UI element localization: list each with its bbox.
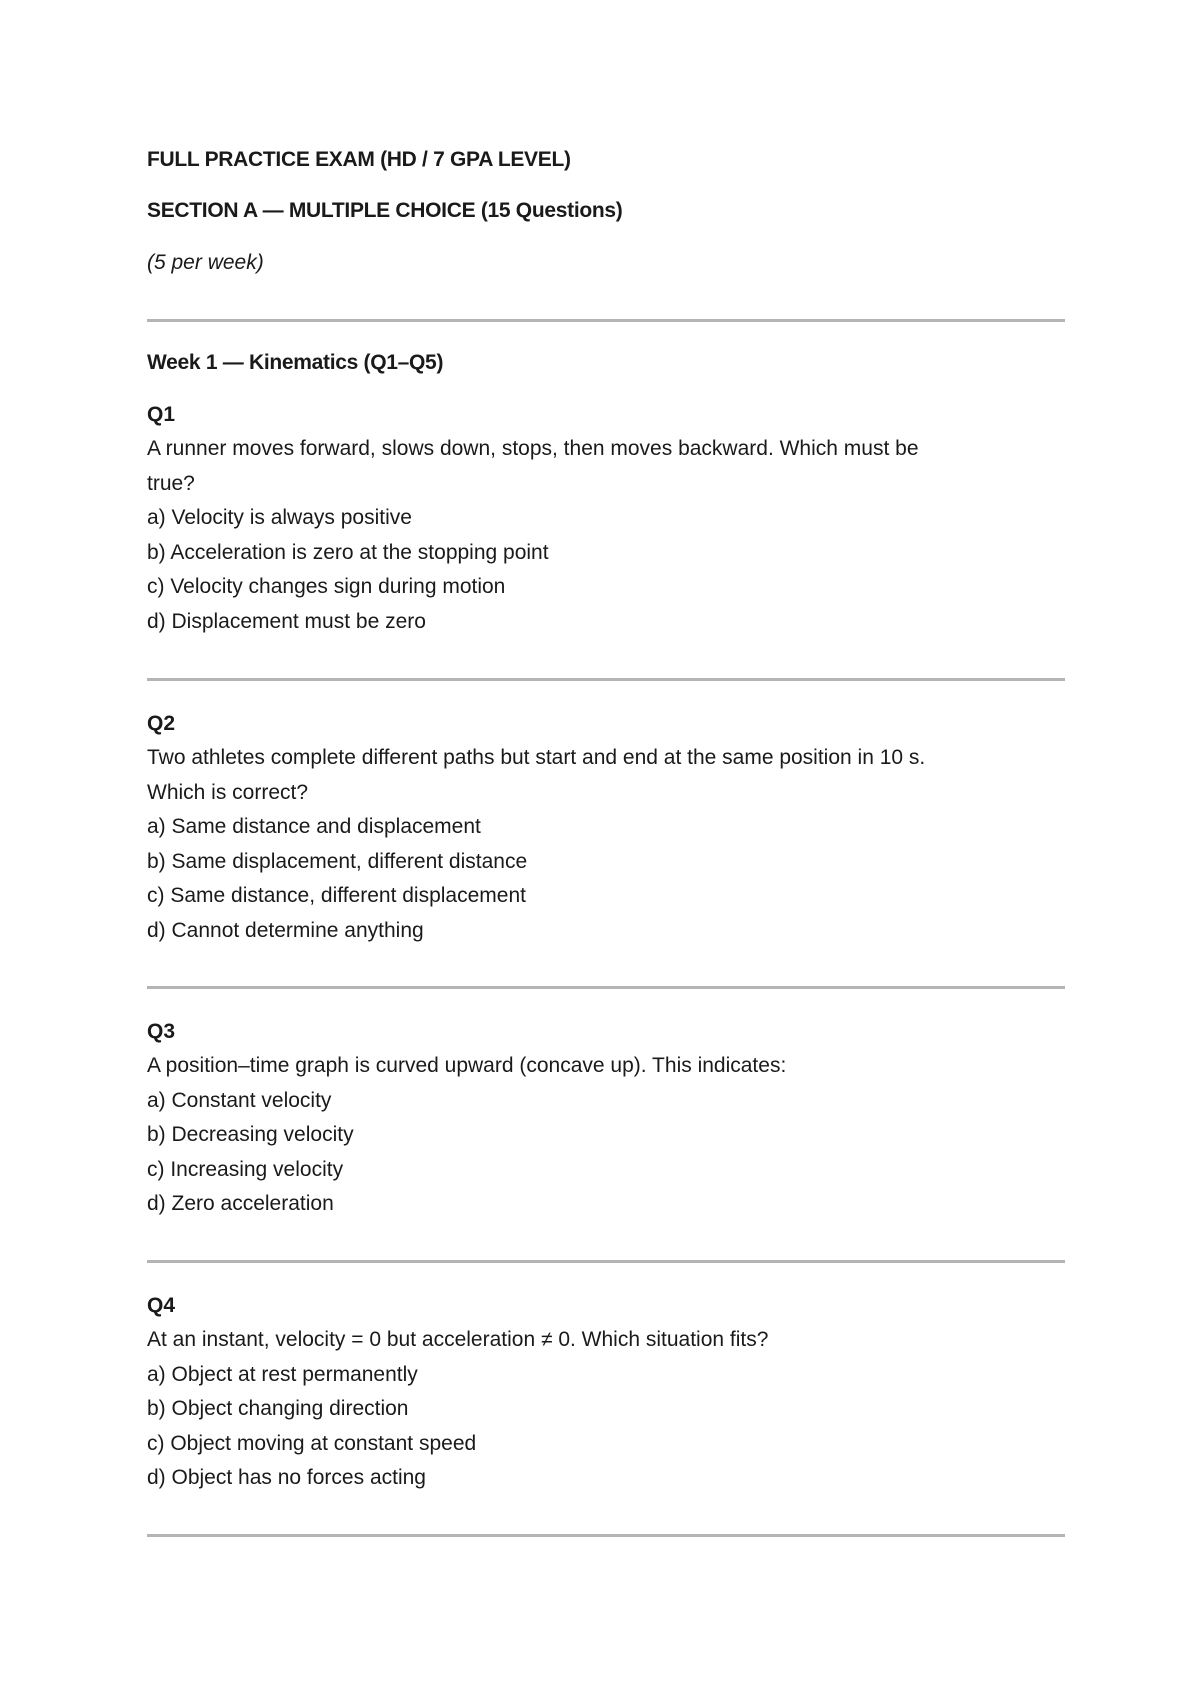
option-c: c) Velocity changes sign during motion: [147, 575, 506, 598]
option-c: c) Increasing velocity: [147, 1157, 344, 1181]
option-d: d) Object has no forces acting: [147, 1466, 426, 1489]
question-stem: Two athletes complete different paths but start and end at the same position in 10 s.: [147, 746, 926, 769]
question-stem: A position–time graph is curved upward (concave up). This indicates:: [147, 1054, 787, 1077]
question-number: Q1: [147, 403, 176, 426]
option-a: a) Constant velocity: [147, 1088, 332, 1112]
question-number: Q2: [147, 712, 176, 735]
question-stem: Which is correct?: [147, 780, 309, 804]
option-b: b) Decreasing velocity: [147, 1123, 354, 1146]
question-stem: At an instant, velocity = 0 but acceleration ≠ 0. Which situation fits?: [147, 1328, 769, 1351]
option-d: d) Displacement must be zero: [147, 609, 426, 633]
divider: [147, 1260, 1065, 1263]
option-c: c) Same distance, different displacement: [147, 884, 526, 907]
question-number: Q4: [147, 1294, 176, 1317]
section-heading: SECTION A — MULTIPLE CHOICE (15 Questions): [147, 199, 623, 222]
option-a: a) Velocity is always positive: [147, 506, 412, 529]
option-b: b) Object changing direction: [147, 1397, 409, 1420]
option-b: b) Acceleration is zero at the stopping point: [147, 540, 549, 564]
section-note: (5 per week): [147, 251, 264, 274]
option-c: c) Object moving at constant speed: [147, 1431, 477, 1455]
option-b: b) Same displacement, different distance: [147, 849, 528, 873]
question-q2: [147, 707, 1067, 948]
question-q4: [147, 1289, 1067, 1496]
page-title: FULL PRACTICE EXAM (HD / 7 GPA LEVEL): [147, 148, 571, 171]
question-q3: [147, 1015, 1067, 1222]
option-a: a) Same distance and displacement: [147, 815, 481, 838]
divider: [147, 986, 1065, 989]
divider: [147, 319, 1065, 322]
week-heading: Week 1 — Kinematics (Q1–Q5): [147, 351, 444, 374]
question-number: Q3: [147, 1020, 176, 1043]
divider: [147, 678, 1065, 681]
divider: [147, 1534, 1065, 1537]
question-stem: A runner moves forward, slows down, stops, then moves backward. Which must be: [147, 437, 919, 460]
question-stem: true?: [147, 471, 195, 495]
option-a: a) Object at rest permanently: [147, 1362, 418, 1386]
option-d: d) Zero acceleration: [147, 1192, 334, 1215]
question-q1: [147, 398, 1067, 639]
option-d: d) Cannot determine anything: [147, 918, 424, 942]
